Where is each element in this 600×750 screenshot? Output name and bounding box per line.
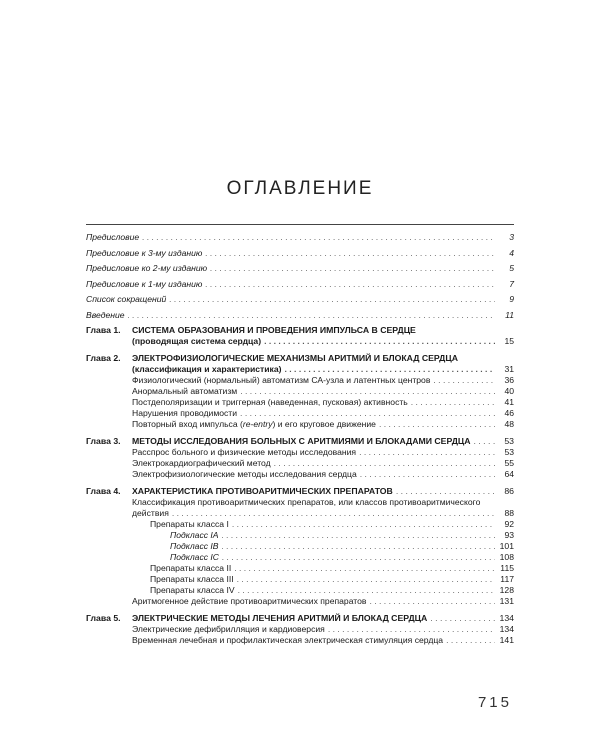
page-ref: 9 (509, 294, 514, 304)
page-ref: 131 (499, 596, 514, 606)
page-ref: 53 (504, 447, 514, 457)
toc-entry-preface-1st[interactable]: Предисловие к 1-му изданию . . . 7 (86, 279, 514, 290)
page-ref: 86 (504, 486, 514, 496)
page-title: ОГЛАВЛЕНИЕ (226, 178, 374, 199)
toc-entry-preface[interactable]: Предисловие . . . 3 (86, 232, 514, 243)
toc-entry[interactable]: Электрокардиографический метод . . . 55 (86, 458, 514, 469)
page-ref: 93 (504, 530, 514, 540)
page-number: 715 (477, 694, 512, 711)
page-ref: 41 (504, 397, 514, 407)
toc-entry[interactable]: Подкласс IA . . . 93 (86, 530, 514, 541)
toc-entry[interactable]: Нарушения проводимости . . . 46 (86, 408, 514, 419)
toc-entry-abbreviations[interactable]: Список сокращений . . . 9 (86, 294, 514, 305)
toc-entry[interactable]: Временная лечебная и профилактическая электрическая стимуляция сердца . . . 141 (86, 635, 514, 646)
page-ref: 141 (499, 635, 514, 645)
page-ref: 4 (509, 247, 514, 258)
toc-entry[interactable]: Электрические дефибрилляция и кардиоверсия . . . 134 (86, 624, 514, 635)
page-ref: 108 (499, 552, 514, 562)
page-ref: 92 (504, 519, 514, 529)
divider (86, 224, 514, 225)
toc-entry[interactable]: Аритмогенное действие противоаритмических препаратов . . . 131 (86, 596, 514, 607)
page-ref: 40 (504, 386, 514, 396)
page-ref: 15 (504, 336, 514, 346)
page-ref: 115 (500, 563, 514, 573)
toc-entry[interactable]: Расспрос больного и физические методы исследования . . . 53 (86, 447, 514, 458)
page-ref: 128 (499, 585, 514, 595)
page-ref: 134 (499, 624, 514, 634)
chapter-3 (86, 436, 514, 480)
chapter-heading[interactable]: Глава 3. МЕТОДЫ ИССЛЕДОВАНИЯ БОЛЬНЫХ С АРИТМИЯМИ И БЛОКАДАМИ СЕРДЦА . . . 53 (86, 436, 514, 447)
toc-entry[interactable]: Постдеполяризации и триггерная (наведенная, пусковая) активность . . . 41 (86, 397, 514, 408)
toc-entry[interactable]: Подкласс IC . . . 108 (86, 552, 514, 563)
toc-entry[interactable]: Анормальный автоматизм . . . 40 (86, 386, 514, 397)
chapter-heading-cont[interactable]: (классификация и характеристика) . . . 31 (86, 364, 514, 375)
chapter-2 (86, 353, 514, 430)
table-of-contents (86, 224, 514, 646)
page-ref: 5 (509, 263, 514, 273)
toc-entry[interactable]: Подкласс IB . . . 101 (86, 541, 514, 552)
page-ref: 11 (505, 309, 514, 320)
page-ref: 53 (504, 436, 514, 446)
toc-entry-preface-2nd[interactable]: Предисловие ко 2-му изданию . . . 5 (86, 263, 514, 274)
toc-entry-introduction[interactable]: Введение . . . 11 (86, 310, 514, 321)
page-ref: 64 (504, 469, 514, 479)
chapter-1 (86, 325, 514, 347)
toc-entry[interactable]: Препараты класса IV . . . 128 (86, 585, 514, 596)
page-ref: 3 (509, 232, 514, 242)
page-ref: 101 (499, 541, 514, 551)
page-ref: 48 (504, 419, 514, 429)
toc-entry[interactable]: Препараты класса I . . . 92 (86, 519, 514, 530)
toc-entry[interactable]: Повторный вход импульса (re-entry) и его круговое движение . . . 48 (86, 419, 514, 430)
toc-entry[interactable]: Физиологический (нормальный) автоматизм СА-узла и латентных центров . . . 36 (86, 375, 514, 386)
chapter-5 (86, 613, 514, 646)
page-ref: 7 (509, 278, 514, 289)
chapter-heading[interactable]: Глава 4. ХАРАКТЕРИСТИКА ПРОТИВОАРИТМИЧЕСКИХ ПРЕПАРАТОВ . . . 86 (86, 486, 514, 497)
toc-entry-preface-3rd[interactable]: Предисловие к 3-му изданию . . . 4 (86, 248, 514, 259)
page-ref: 117 (500, 574, 514, 584)
chapter-heading[interactable]: Глава 2. ЭЛЕКТРОФИЗИОЛОГИЧЕСКИЕ МЕХАНИЗМЫ АРИТМИЙ И БЛОКАД СЕРДЦА (86, 353, 458, 363)
toc-entry[interactable]: Классификация противоаритмических препаратов, или классов противоаритмического действия . . . 88 (86, 497, 514, 519)
chapter-heading[interactable]: Глава 1. СИСТЕМА ОБРАЗОВАНИЯ И ПРОВЕДЕНИЯ ИМПУЛЬСА В СЕРДЦЕ (86, 325, 416, 335)
chapter-4 (86, 486, 514, 607)
page-ref: 88 (504, 508, 514, 518)
page-ref: 134 (499, 613, 514, 623)
page-ref: 55 (504, 458, 514, 468)
page-ref: 36 (504, 375, 514, 385)
toc-entry[interactable]: Препараты класса II . . . 115 (86, 563, 514, 574)
chapter-heading-cont[interactable]: (проводящая система сердца) . . . 15 (86, 336, 514, 347)
page-ref: 31 (504, 364, 514, 374)
chapter-heading[interactable]: Глава 5. ЭЛЕКТРИЧЕСКИЕ МЕТОДЫ ЛЕЧЕНИЯ АРИТМИЙ И БЛОКАД СЕРДЦА . . . 134 (86, 613, 514, 624)
toc-entry[interactable]: Препараты класса III . . . 117 (86, 574, 514, 585)
toc-entry[interactable]: Электрофизиологические методы исследования сердца . . . 64 (86, 469, 514, 480)
page-ref: 46 (504, 408, 514, 418)
